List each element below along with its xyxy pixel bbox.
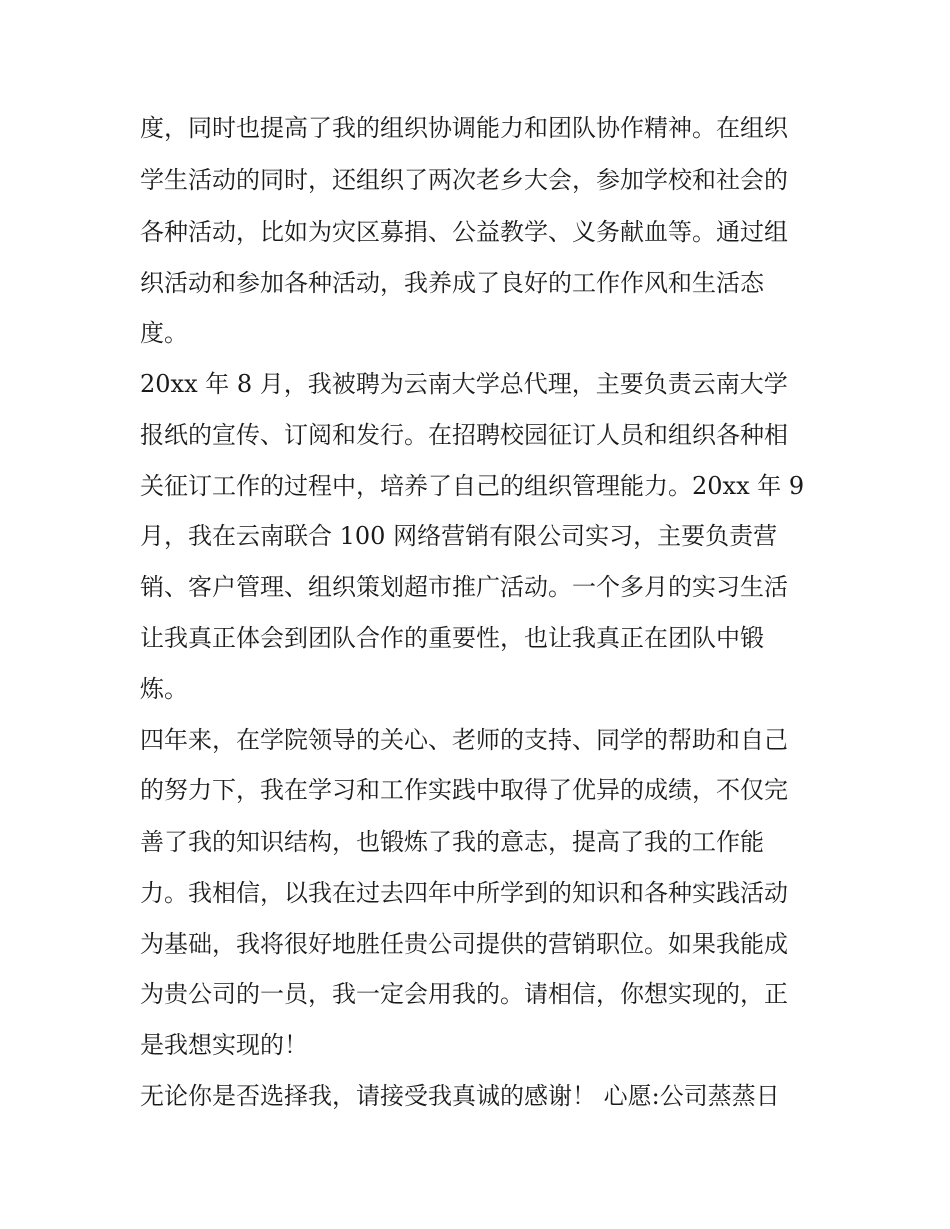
text-line: 为基础，我将很好地胜任贵公司提供的营销职位。如果我能成 [140,930,788,958]
text-line: 学生活动的同时，还组织了两次老乡大会，参加学校和社会的 [140,166,788,194]
text-line: 销、客户管理、组织策划超市推广活动。一个多月的实习生活 [140,573,788,601]
text-line: 报纸的宣传、订阅和发行。在招聘校园征订人员和组织各种相 [140,421,788,449]
text-line: 四年来，在学院领导的关心、老师的支持、同学的帮助和自己 [140,726,788,754]
text-line: 各种活动，比如为灾区募捐、公益教学、义务献血等。通过组 [140,218,788,246]
text-line: 20xx 年 8 月，我被聘为云南大学总代理，主要负责云南大学 [140,370,788,398]
text-line: 无论你是否选择我，请接受我真诚的感谢！ 心愿:公司蒸蒸日 [140,1082,780,1110]
text-line: 的努力下，我在学习和工作实践中取得了优异的成绩，不仅完 [140,776,788,804]
text-line: 是我想实现的！ [140,1031,308,1059]
text-line: 月，我在云南联合 100 网络营销有限公司实习，主要负责营 [140,522,778,550]
text-line: 度，同时也提高了我的组织协调能力和团队协作精神。在组织 [140,114,788,142]
text-line: 力。我相信，以我在过去四年中所学到的知识和各种实践活动 [140,879,788,907]
text-line: 关征订工作的过程中，培养了自己的组织管理能力。20xx 年 9 [140,472,805,500]
text-line: 织活动和参加各种活动，我养成了良好的工作作风和生活态 [140,269,764,297]
text-line: 善了我的知识结构，也锻炼了我的意志，提高了我的工作能 [140,828,764,856]
text-line: 为贵公司的一员，我一定会用我的。请相信，你想实现的，正 [140,980,788,1008]
text-line: 让我真正体会到团队合作的重要性，也让我真正在团队中锻 [140,624,764,652]
text-line: 度。 [140,319,188,347]
text-line: 炼。 [140,675,188,703]
